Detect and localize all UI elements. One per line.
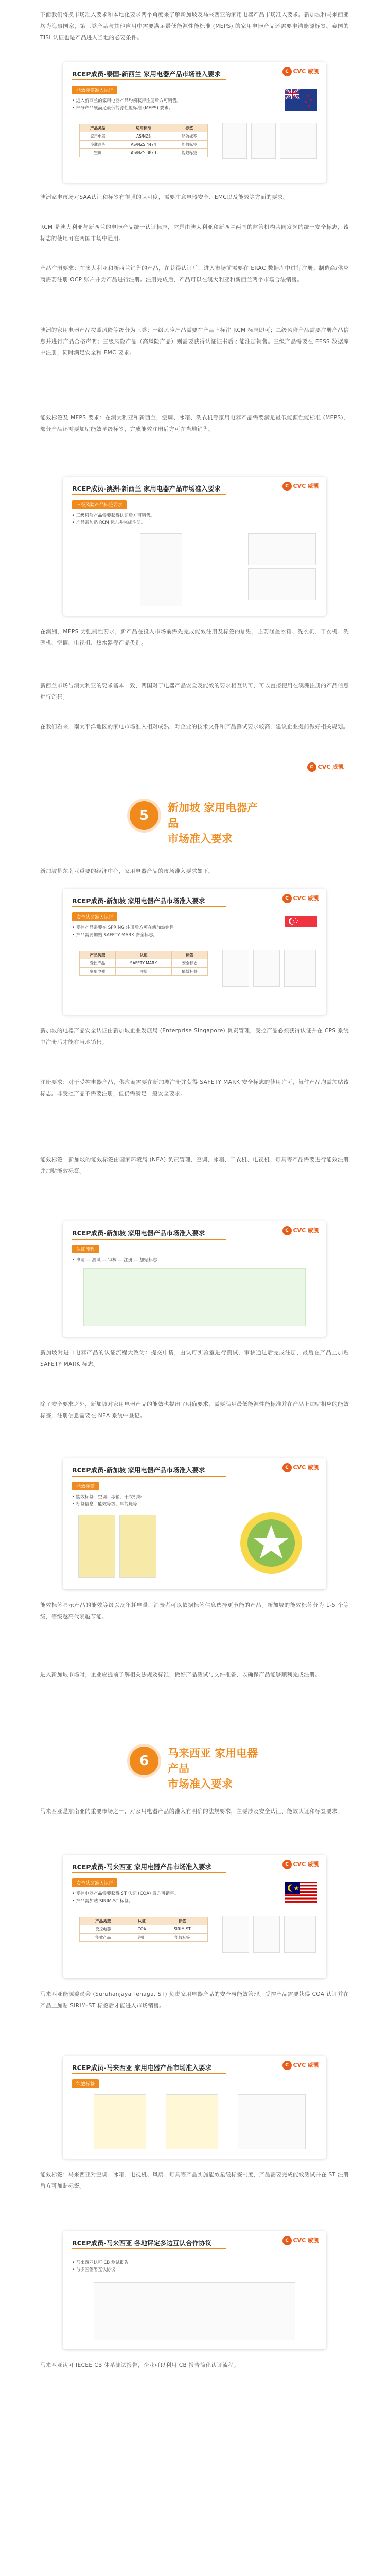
cvc-logo: C CVC 威凯 <box>282 67 320 76</box>
section-header-singapore <box>130 791 263 845</box>
intro-paragraph: 下面我们将换市场准入要求和本地化要求两个角度来了解新加坡及马来西亚的家用电器产品市场准入要求。新加坡和马来西亚均为海事国家，第三类产品与其他应用中需要满足最低能源性能标准 (MEPS) 的家用电器产品还需要申请能源标签。泰国的 TISI 认证也是产品进入当地的必要条件。 <box>40 12 349 41</box>
slide-card-au <box>63 477 326 616</box>
card-title: RCEP成员-澳洲-新西兰 家用电器产品市场准入要求 <box>72 485 221 493</box>
section-title: 新加坡 家用电器产品 市场准入要求 <box>168 802 258 845</box>
card-underline <box>72 906 226 907</box>
slide-card-my-1 <box>63 1855 326 1978</box>
paragraph: 新加坡对进口电器产品的认证流程大致为：提交申请，由认可实验室进行测试，审核通过后完成注册，最后在产品上加贴 SAFETY MARK 标志。 <box>40 1350 349 1367</box>
rcm-mark-image <box>280 123 317 159</box>
card-subheading: 安全认证准入执行 <box>72 912 117 921</box>
paragraph: 马来西亚是东南亚的重要市场之一，对家用电器产品的准入有明确的法规要求，主要涉及安全认证、能效认证和标签要求。 <box>40 1808 343 1815</box>
card-bullet: • 产品需要加贴 SAFETY MARK 安全标志。 <box>72 933 157 938</box>
paragraph: 能效标签显示产品的能效等级以及年耗电量，消费者可以依据标签信息选择更节能的产品。新加坡的能效标签分为 1-5 个等级，等级越高代表越节能。 <box>40 1602 349 1620</box>
logo-icon: C <box>282 1226 292 1235</box>
card-bullet: • 三级风险产品需要获得认证后方可销售。 <box>72 513 155 518</box>
table-row: 家用电器 AS/NZS 能效标签 <box>80 132 208 141</box>
logo-icon: C <box>282 2061 292 2070</box>
energy-star-label-image <box>140 533 182 606</box>
slide-card-sg-3 <box>63 1458 326 1589</box>
energy-label-image <box>284 1916 316 1953</box>
cvc-logo: C CVC 威凯 <box>282 482 320 491</box>
card-title: RCEP成员-马来西亚 各地评定多边互认合作协议 <box>72 2239 212 2247</box>
slide-card-nz <box>63 62 326 183</box>
table-header: 产品类型 <box>80 124 116 132</box>
energy-label-image <box>222 123 247 159</box>
card-bullet: • 产品需加贴 SIRIM-ST 标签。 <box>72 1899 133 1904</box>
card-title: RCEP成员-新加坡 家用电器产品市场准入要求 <box>72 1466 205 1474</box>
card-bullet: • 部分产品须满足最低能源性能标准 (MEPS) 要求。 <box>72 106 173 111</box>
card-bullet: • 标签信息：能效等级、年能耗等 <box>72 1502 137 1507</box>
energy-label-image <box>78 1515 115 1578</box>
paragraph: 澳洲的家用电器产品按照风险等级分为三类：一级风险产品需要在产品上标注 RCM 标志即可；二级风险产品需要注册产品信息并进行产品合格声明；三级风险产品（高风险产品）则需要获得认证证书后才能注册销售。三级产品需要在 EESS 数据库中注册，同时满足安全和 EMC 要求。 <box>40 327 349 356</box>
paragraph: RCM 是澳大利亚与新西兰的电器产品统一认证标志，它是由澳大利亚和新西兰两国的监管机构共同发起的统一安全标志，该标志的使用可在两国市场中通用。 <box>40 224 349 242</box>
energy-label-image <box>166 2094 218 2149</box>
energy-label-image <box>284 950 316 987</box>
cvc-logo: C CVC 威凯 <box>282 1860 320 1869</box>
cvc-logo: C CVC 威凯 <box>282 2236 320 2245</box>
logo-icon: C <box>282 1463 292 1472</box>
requirements-table <box>79 124 208 157</box>
energy-label-image <box>251 123 276 159</box>
certificate-image <box>238 2094 306 2149</box>
logo-icon: C <box>307 762 316 772</box>
table-row: 受控产品 SAFETY MARK 安全标志 <box>80 959 208 968</box>
card-subheading: 能效标签准入执行 <box>72 86 117 94</box>
table-row: 能效产品 注册 能效标签 <box>80 1934 208 1942</box>
process-flow-diagram <box>83 1268 306 1326</box>
energy-label-image <box>119 1515 156 1578</box>
paragraph: 在我们看来，南太平洋地区的家电市场准入相对成熟，对企业的技术文件和产品测试要求较高，建议企业提前做好相关规划。 <box>40 724 349 730</box>
slide-card-sg-2 <box>63 1221 326 1337</box>
card-bullet: • 与多国签署互认协议 <box>72 2267 116 2273</box>
card-underline <box>72 1476 226 1477</box>
card-bullet: • 受控产品需要在 SPRING 注册后方可在新加坡销售。 <box>72 925 179 930</box>
section-number: 5 <box>130 801 158 830</box>
section-number: 6 <box>130 1747 158 1775</box>
energy-star-badge-icon <box>238 1510 305 1577</box>
card-underline <box>72 1872 226 1873</box>
paragraph: 马来西亚认可 IECEE CB 体系测试报告，企业可以利用 CB 报告简化认证流程。 <box>40 2362 239 2368</box>
card-title: RCEP成员-马来西亚 家用电器产品市场准入要求 <box>72 2064 212 2072</box>
paragraph: 能效标签：马来西亚对空调、冰箱、电视机、风扇、灯具等产品实施能效星级标签制度，产品需要完成能效测试并在 ST 注册后方可加贴标签。 <box>40 2172 349 2189</box>
logo-icon: C <box>282 894 292 903</box>
cvc-logo: C CVC 威凯 <box>282 894 320 903</box>
section-header-malaysia <box>130 1736 263 1788</box>
slide-card-my-2 <box>63 2056 326 2159</box>
paragraph: 马来西亚能源委员会 (Suruhanjaya Tenaga, ST) 负责家用电器产品的安全与能效管理。受控产品需要获得 COA 认证并在产品上加贴 SIRIM-ST 标签后才能进入市场销售。 <box>40 1991 349 2009</box>
paragraph: 在澳洲，MEPS 为强制性要求，新产品在投入市场前需先完成能效注册及标签的加贴，主要涵盖冰箱、洗衣机、干衣机、洗碗机、空调、电视机、热水器等产品类别。 <box>40 629 349 646</box>
rcm-mark-image <box>248 568 316 600</box>
table-row: 受控电器 COA SIRIM-ST <box>80 1925 208 1934</box>
card-bullet: • 申请 — 测试 — 审核 — 注册 — 加贴标志 <box>72 1258 157 1263</box>
singapore-flag-icon <box>285 916 317 938</box>
card-bullet: • 受控电器产品需要获得 ST 认证 (COA) 后方可销售。 <box>72 1891 179 1896</box>
card-subheading: 能效标签 <box>72 1482 99 1490</box>
card-underline <box>72 494 226 495</box>
paragraph: 注册要求：对于受控电器产品，供应商需要在新加坡注册并获得 SAFETY MARK 安全标志的使用许可，每件产品均需加贴该标志。非受控产品不需要注册，但仍需满足一般安全要求。 <box>40 1079 349 1097</box>
sirim-label-image <box>222 1916 249 1953</box>
agreement-diagram <box>94 2282 295 2340</box>
card-underline <box>72 1239 226 1240</box>
logo-icon: C <box>282 67 292 76</box>
paragraph: 新加坡是东南亚重要的经济中心，家用电器产品的市场准入要求如下。 <box>40 868 214 874</box>
table-row: 空调 AS/NZS 3823 能效标签 <box>80 149 208 157</box>
paragraph: 产品注册要求：在澳大利亚和新西兰销售的产品，在获得认证后，进入市场前需要在 ERAC 数据库中进行注册。制造商/供应商需要注册 OCP 账户并为产品进行注册。注册完成后，产品可以在澳大利亚和新西兰两个市场合法销售。 <box>40 265 349 283</box>
paragraph: 澳洲家电市场对SAA认证和标签有很强的认可度，需要注意电器安全、EMC以及能效等方面的要求。 <box>40 194 289 200</box>
malaysia-flag-icon <box>285 1882 317 1904</box>
table-row: 家用电器 注册 能效标签 <box>80 968 208 976</box>
table-header: 标签 <box>171 124 207 132</box>
paragraph: 新加坡的电器产品安全认证由新加坡企业发展局 (Enterprise Singapore) 负责管理，受控产品必须获得认证并在 CPS 系统中注册后才能在当地销售。 <box>40 1028 349 1045</box>
section-title: 马来西亚 家用电器产品 市场准入要求 <box>168 1747 258 1790</box>
logo-icon: C <box>282 482 292 491</box>
card-title: RCEP成员-泰国-新西兰 家用电器产品市场准入要求 <box>72 70 221 78</box>
card-title: RCEP成员-马来西亚 家用电器产品市场准入要求 <box>72 1863 212 1871</box>
paragraph: 新西兰市场与澳大利亚的要求基本一致，两国对于电器产品安全及能效的要求相互认可，可以直接使用在澳洲注册的产品信息进行销售。 <box>40 683 349 700</box>
energy-label-image <box>253 1916 280 1953</box>
card-bullet: • 能效标签：空调、冰箱、干衣机等 <box>72 1495 142 1500</box>
card-subheading: 三级风险产品标签要求 <box>72 500 127 509</box>
card-underline <box>72 2248 226 2249</box>
card-title: RCEP成员-新加坡 家用电器产品市场准入要求 <box>72 1229 205 1237</box>
card-bullet: • 马来西亚认可 CB 测试报告 <box>72 2260 129 2265</box>
requirements-table: 产品类型 认证 标签 受控电器 COA SIRIM-ST 能效产品 注册 能效标签 <box>79 1917 208 1942</box>
card-title: RCEP成员-新加坡 家用电器产品市场准入要求 <box>72 897 205 905</box>
slide-card-my-3 <box>63 2231 326 2349</box>
safety-mark-image <box>222 950 249 987</box>
cvc-logo: C CVC 威凯 <box>282 2061 320 2070</box>
table-row: 冷藏冷冻 AS/NZS 4474 能效标签 <box>80 141 208 149</box>
paragraph: 能效标签及 MEPS 要求：在澳大利亚和新西兰，空调、冰箱、洗衣机等家用电器产品需要满足最低能源性能标准 (MEPS)，部分产品还需要加贴能效星级标签，完成能效注册后方可在当地销售。 <box>40 415 349 432</box>
card-bullet: • 进入新西兰的家用电器产品均须获得注册后方可销售。 <box>72 98 181 104</box>
cvc-logo: C CVC 威凯 <box>282 1463 320 1472</box>
cvc-watermark: C CVC 威凯 <box>307 762 344 772</box>
slide-card-sg-1 <box>63 889 326 1015</box>
paragraph: 进入新加坡市场时，企业应提前了解相关法规及标准，做好产品测试与文件准备，以确保产品能够顺利完成注册。 <box>40 1672 321 1678</box>
table-header: 适用标准 <box>116 124 171 132</box>
card-subheading: 安全认证准入执行 <box>72 1878 117 1887</box>
energy-label-image <box>94 2094 146 2149</box>
card-bullet: • 产品需加贴 RCM 标志并完成注册。 <box>72 520 146 526</box>
logo-icon: C <box>282 2236 292 2245</box>
card-subheading: 认证流程 <box>72 1245 99 1253</box>
logo-icon: C <box>282 1860 292 1869</box>
requirements-table: 产品类型 认证 标签 受控产品 SAFETY MARK 安全标志 家用电器 注册 能效标签 <box>79 951 208 976</box>
card-subheading: 能效标签 <box>72 2079 99 2088</box>
paragraph: 除了安全要求之外，新加坡对家用电器产品的能效也提出了明确要求，需要满足最低能源性能标准并在产品上加贴相应的能效标签，注册信息需要在 NEA 系统中登记。 <box>40 1401 349 1419</box>
energy-label-image <box>253 950 280 987</box>
card-underline <box>72 79 226 80</box>
paragraph: 能效标签：新加坡的能效标签由国家环境局 (NEA) 负责管理，空调、冰箱、干衣机、电视机、灯具等产品需要进行能效注册并加贴能效标签。 <box>40 1157 349 1174</box>
card-underline <box>72 2073 226 2074</box>
rcm-mark-image <box>248 533 316 565</box>
cvc-logo: C CVC 威凯 <box>282 1226 320 1235</box>
new-zealand-flag-icon <box>285 89 317 111</box>
